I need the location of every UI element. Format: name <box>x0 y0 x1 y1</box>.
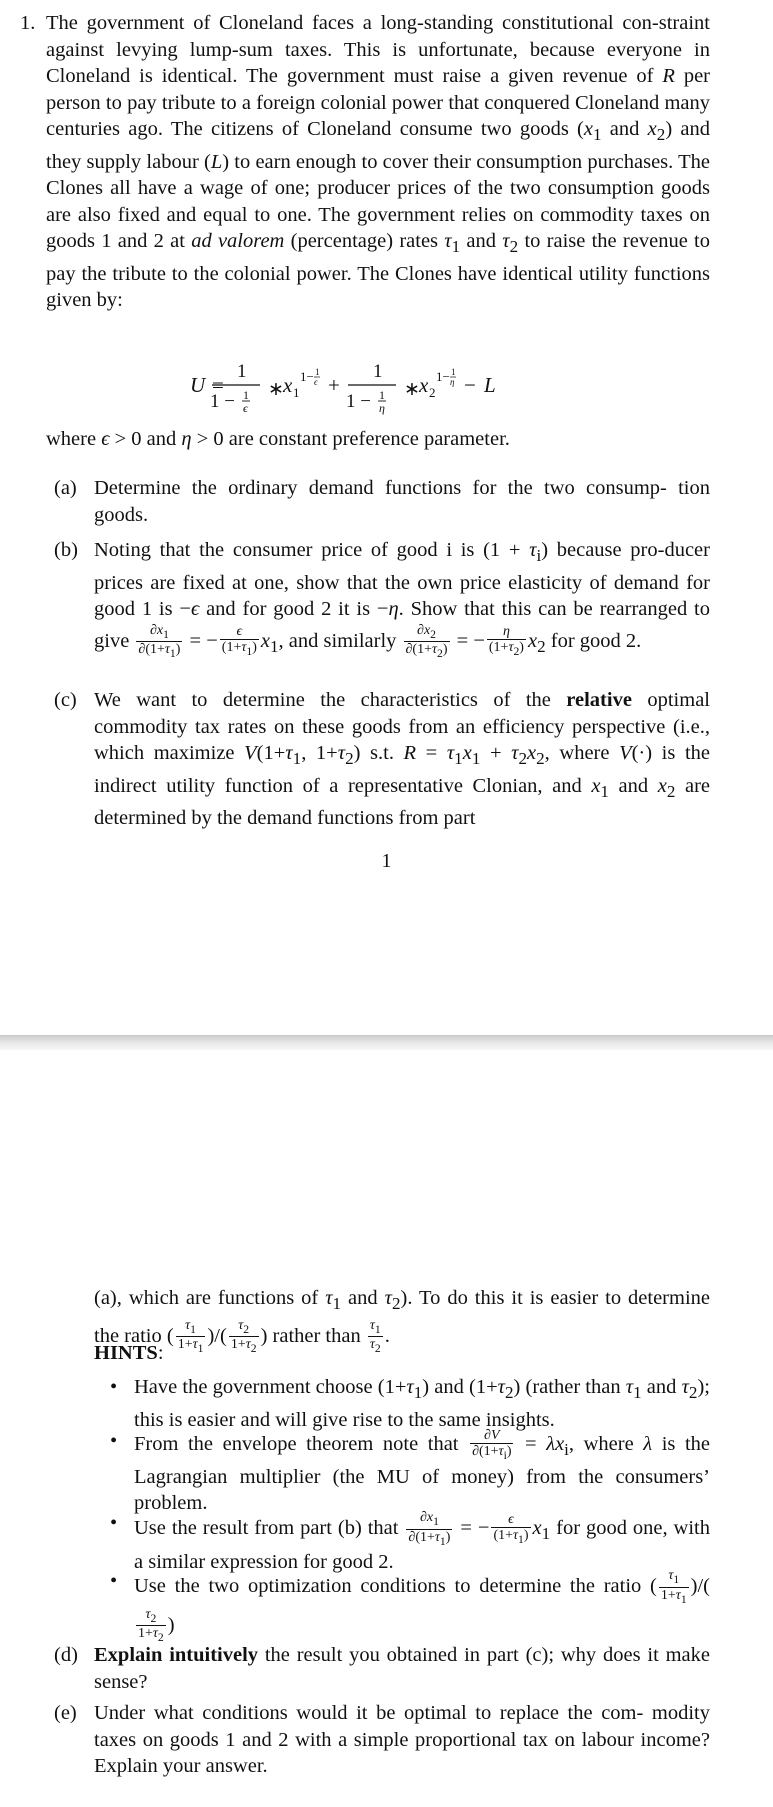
part-e-text: Under what conditions would it be optimal to replace the com- modity taxes on goods 1 and 2 with a simple proportional tax on labour income? Explain your answer. <box>94 1702 710 1777</box>
svg-text:1: 1 <box>293 385 300 400</box>
hint-3-text: Use the result from part (b) that $\frac{\partial x_1}{\partial(1+\tau_1)}$ = − $\frac{\epsilon}{(1+\tau_1)}$ $x_1$ for good one, with a similar expression for good 2. <box>134 1510 711 1573</box>
page-separator <box>0 1035 773 1050</box>
part-e-label: (e) <box>54 1702 77 1724</box>
hint-4 <box>110 1568 710 1645</box>
part-d-bold: Explain intuitively <box>94 1644 259 1666</box>
hints-heading: HINTS: <box>94 1342 164 1364</box>
svg-text:∗: ∗ <box>404 379 420 400</box>
part-b-text: Noting that the consumer price of good i is $(1 + \tau_i)$ because pro-ducer prices are fixed at one, show that the own price elasticity of demand for good 1 is −ϵ and for good 2 it is −η. Show that this can be rearranged to give $\frac{\partial x_1}{\partial(1+\tau_1)}$ = − $\frac{\epsilon}{(1+\tau_1)}$ $x_1$, and similarly $\frac{\partial x_2}{\partial(1+\tau_2)}$ = − $\frac{\eta}{(1+\tau_2)}$ $x_2$ for good 2. <box>94 539 710 661</box>
bullet-icon: • <box>110 1512 118 1534</box>
hint-4-text: Use the two optimization conditions to determine the ratio ( $\frac{\tau_1}{1+\tau_1}$ )/( $\frac{\tau_2}{1+\tau_2}$ ) <box>134 1568 710 1645</box>
part-b-label: (b) <box>54 539 78 561</box>
bullet-icon: • <box>110 1570 118 1592</box>
problem-number: 1. <box>20 12 36 34</box>
hint-3 <box>110 1510 710 1575</box>
part-d-label: (d) <box>54 1644 78 1666</box>
svg-text:1 −: 1 − <box>346 391 371 412</box>
svg-text:−: − <box>464 373 476 397</box>
part-c-text: We want to determine the characteristics of the relative optimal commodity tax rates on these goods from an efficiency perspective (i.e., which maximize $V(1+\tau_1$, $1+\tau_2$) s.t. $R = \tau_1x_1 + \tau_2x_2$, where V(·) is the indirect utility function of a representative Clonian, and $x_1$ and $x_2$ are determined by the demand functions from part <box>94 689 710 830</box>
utility-equation-graphic <box>190 355 610 415</box>
bullet-icon: • <box>110 1430 118 1452</box>
svg-text:1: 1 <box>379 388 385 402</box>
hints-title: HINTS <box>94 1342 158 1364</box>
part-a-text: Determine the ordinary demand functions for the two consump- tion goods. <box>94 477 710 526</box>
part-d-text <box>94 1642 710 1695</box>
svg-text:=: = <box>212 373 224 397</box>
svg-text:x: x <box>283 373 293 397</box>
svg-text:+: + <box>328 373 340 397</box>
svg-text:1: 1 <box>451 367 456 377</box>
svg-text:∗: ∗ <box>268 379 284 400</box>
part-c-label: (c) <box>54 689 77 711</box>
part-e <box>54 1700 710 1780</box>
hint-1-text: Have the government choose $(1+\tau_1)$ and $(1+\tau_2)$ (rather than $\tau_1$ and $\tau_2$); this is easier and will give rise to the same insights. <box>134 1376 710 1431</box>
svg-text:ϵ: ϵ <box>243 401 248 415</box>
part-a <box>54 475 710 528</box>
svg-text:U: U <box>190 373 206 397</box>
hint-1 <box>110 1374 710 1433</box>
part-c-continued-text: (a), which are functions of $\tau_1$ and $\tau_2$). To do this it is easier to determine the ratio ( $\frac{\tau_1}{1+\tau_1}$ )/( $\frac{\tau_2}{1+\tau_2}$ ) rather than $\frac{\tau_1}{\tau_2}$ . <box>94 1287 710 1356</box>
svg-text:ϵ: ϵ <box>314 377 318 387</box>
part-b <box>54 537 710 661</box>
utility-equation <box>190 355 610 415</box>
page-2 <box>0 1050 773 1807</box>
svg-text:η: η <box>450 377 455 387</box>
svg-text:1: 1 <box>315 367 320 377</box>
hint-2 <box>110 1428 710 1517</box>
where-clause: where ϵ > 0 and η > 0 are constant preference parameter. <box>46 428 510 450</box>
svg-text:1−: 1− <box>300 369 314 384</box>
part-a-label: (a) <box>54 477 77 499</box>
problem-intro: The government of Cloneland faces a long-standing constitutional con-straint against levying lump-sum taxes. This is unfortunate, because everyone in Cloneland is identical. The government must raise a given revenue of R per person to pay tribute to a foreign colonial power that conquered Cloneland many centuries ago. The citizens of Cloneland consume two goods ($x_1$ and $x_2$) and they supply labour (L) to earn enough to cover their consumption purchases. The Clones all have a wage of one; producer prices of the two consumption goods are also fixed and equal to one. The government relies on commodity taxes on goods 1 and 2 at ad valorem (percentage) rates $\tau_1$ and $\tau_2$ to raise the revenue to pay the tribute to the colonial power. The Clones have identical utility functions given by: <box>46 12 710 312</box>
hint-2-text: From the envelope theorem note that $\frac{\partial V}{\partial(1+\tau_i)}$ = $\lambda x_i$, where λ is the Lagrangian multiplier (the MU of money) from the consumers’ problem. <box>134 1428 711 1515</box>
svg-text:x: x <box>419 373 429 397</box>
svg-text:2: 2 <box>429 385 436 400</box>
problem-1 <box>20 10 710 314</box>
svg-text:1: 1 <box>243 388 249 402</box>
part-d <box>54 1642 710 1695</box>
svg-text:L: L <box>484 373 496 397</box>
svg-text:1 −: 1 − <box>210 391 235 412</box>
part-c <box>54 687 710 832</box>
part-d-rest: the result you obtained in part (c); why does it make sense? <box>94 1644 710 1693</box>
svg-text:1−: 1− <box>436 369 450 384</box>
svg-text:η: η <box>379 401 385 415</box>
page-number: 1 <box>381 850 392 872</box>
bullet-icon: • <box>110 1376 118 1398</box>
svg-text:1: 1 <box>373 361 383 382</box>
svg-text:1: 1 <box>237 361 247 382</box>
